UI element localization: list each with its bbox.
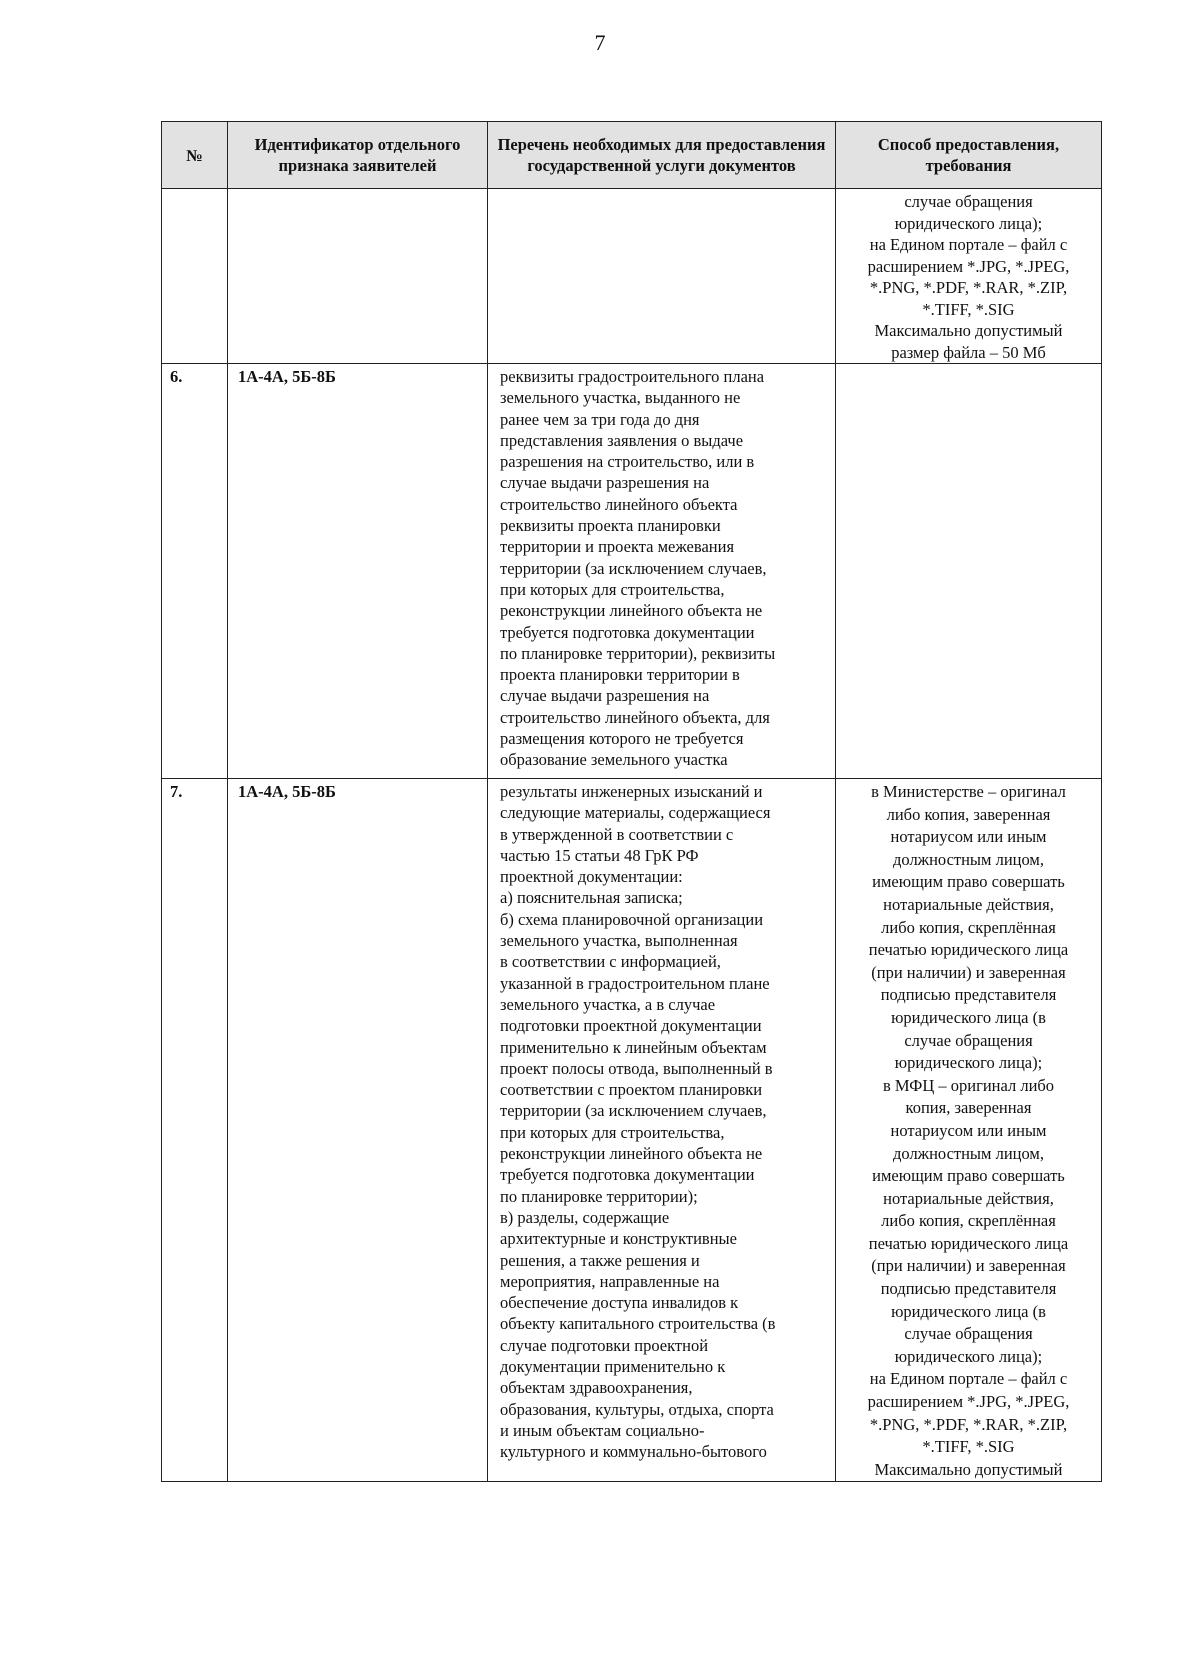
text-line: указанной в градостроительном плане xyxy=(500,973,770,993)
documents-lines xyxy=(500,781,825,1463)
text-line: ранее чем за три года до дня xyxy=(500,409,700,429)
text-line: в соответствии с информацией, xyxy=(500,952,721,972)
text-line: в МФЦ – оригинал либо xyxy=(882,1075,1055,1095)
text-line: либо копия, заверенная xyxy=(886,804,1051,824)
table-row-6 xyxy=(162,364,1102,779)
text-line: при которых для строительства, xyxy=(500,579,725,599)
applicant-identifier: 1А-4А, 5Б-8Б xyxy=(228,364,488,779)
header-identifier: Идентификатор отдельного признака заявителей xyxy=(228,122,488,189)
applicant-identifier: 1А-4А, 5Б-8Б xyxy=(228,779,488,1482)
text-line: случае выдачи разрешения на xyxy=(500,473,710,493)
text-line: культурного и коммунально-бытового xyxy=(500,1442,767,1462)
text-line: в) разделы, содержащие xyxy=(500,1207,670,1227)
text-line: случае обращения xyxy=(904,192,1033,211)
text-line: требуется подготовка документации xyxy=(500,1165,755,1185)
cell-documents xyxy=(488,779,836,1482)
text-line: юридического лица (в xyxy=(891,1301,1046,1321)
text-line: нотариусом или иным xyxy=(890,827,1047,847)
text-line: строительство линейного объекта, для xyxy=(500,707,770,727)
text-line: образование земельного участка xyxy=(500,750,728,770)
text-line: юридического лица); xyxy=(894,1053,1043,1073)
text-line: *.PNG, *.PDF, *.RAR, *.ZIP, xyxy=(869,1414,1068,1434)
text-line: юридического лица); xyxy=(894,213,1043,233)
header-documents: Перечень необходимых для предоставления государственной услуги документов xyxy=(488,122,836,189)
text-line: обеспечение доступа инвалидов к xyxy=(500,1293,739,1313)
text-line: случае обращения xyxy=(904,1324,1033,1344)
text-line: должностным лицом, xyxy=(893,849,1044,869)
text-line: размещения которого не требуется xyxy=(500,729,744,749)
text-line: юридического лица (в xyxy=(891,1007,1046,1027)
text-line: расширением *.JPG, *.JPEG, xyxy=(867,1392,1070,1412)
text-line: подписью представителя xyxy=(880,1279,1057,1299)
documents-lines xyxy=(500,366,825,771)
text-line: архитектурные и конструктивные xyxy=(500,1229,737,1249)
text-line: должностным лицом, xyxy=(893,1143,1044,1163)
cell-requirements xyxy=(836,779,1102,1482)
text-line: копия, заверенная xyxy=(905,1098,1032,1118)
text-line: имеющим право совершать xyxy=(872,1166,1065,1186)
documents-table xyxy=(161,121,1102,1482)
text-line: расширением *.JPG, *.JPEG, xyxy=(867,256,1070,276)
text-line: реквизиты проекта планировки xyxy=(500,516,721,536)
text-line: *.PNG, *.PDF, *.RAR, *.ZIP, xyxy=(869,278,1068,297)
cell-documents xyxy=(488,189,836,364)
text-line: реквизиты градостроительного плана xyxy=(500,367,765,386)
text-line: разрешения на строительство, или в xyxy=(500,452,755,472)
text-line: соответствии с проектом планировки xyxy=(500,1080,763,1100)
text-line: представления заявления о выдаче xyxy=(500,430,744,450)
text-line: случае подготовки проектной xyxy=(500,1335,709,1355)
text-line: юридического лица); xyxy=(894,1346,1043,1366)
text-line: строительство линейного объекта xyxy=(500,494,738,514)
text-line: частью 15 статьи 48 ГрК РФ xyxy=(500,845,699,865)
text-line: случае выдачи разрешения на xyxy=(500,686,710,706)
text-line: результаты инженерных изысканий и xyxy=(500,782,763,801)
cell-number xyxy=(162,189,228,364)
header-number: № xyxy=(162,122,228,189)
text-line: на Едином портале – файл с xyxy=(869,1369,1068,1389)
text-line: в Министерстве – оригинал xyxy=(871,782,1066,801)
text-line: в утвержденной в соответствии с xyxy=(500,824,734,844)
text-line: Максимально допустимый xyxy=(874,321,1063,340)
table-row-7 xyxy=(162,779,1102,1482)
text-line: *.TIFF, *.SIG xyxy=(922,1437,1015,1457)
text-line: проекта планировки территории в xyxy=(500,665,740,685)
text-line: *.TIFF, *.SIG xyxy=(922,299,1015,319)
text-line: реконструкции линейного объекта не xyxy=(500,601,763,621)
text-line: образования, культуры, отдыха, спорта xyxy=(500,1399,774,1419)
text-line: земельного участка, выполненная xyxy=(500,931,738,951)
text-line: объекту капитального строительства (в xyxy=(500,1314,776,1334)
cell-documents xyxy=(488,364,836,779)
text-line: территории (за исключением случаев, xyxy=(500,558,767,578)
cell-requirements xyxy=(836,364,1102,779)
text-line: б) схема планировочной организации xyxy=(500,909,764,929)
requirements-lines xyxy=(840,781,1097,1481)
text-line: требуется подготовка документации xyxy=(500,622,755,642)
text-line: применительно к линейным объектам xyxy=(500,1037,767,1057)
text-line: печатью юридического лица xyxy=(868,1233,1069,1253)
text-line: нотариусом или иным xyxy=(890,1120,1047,1140)
text-line: нотариальные действия, xyxy=(883,1188,1054,1208)
row-number: 6. xyxy=(162,364,228,779)
text-line: мероприятия, направленные на xyxy=(500,1271,720,1291)
text-line: имеющим право совершать xyxy=(872,872,1065,892)
text-line: либо копия, скреплённая xyxy=(881,1211,1056,1231)
text-line: земельного участка, выданного не xyxy=(500,388,741,408)
text-line: подготовки проектной документации xyxy=(500,1016,762,1036)
table-header-row xyxy=(162,122,1102,189)
row-number: 7. xyxy=(162,779,228,1482)
table-row-continuation xyxy=(162,189,1102,364)
text-line: земельного участка, а в случае xyxy=(500,994,716,1014)
text-line: реконструкции линейного объекта не xyxy=(500,1144,763,1164)
text-line: нотариальные действия, xyxy=(883,894,1054,914)
text-line: решения, а также решения и xyxy=(500,1250,700,1270)
header-requirements: Способ предоставления, требования xyxy=(836,122,1102,189)
text-line: либо копия, скреплённая xyxy=(881,917,1056,937)
text-line: объектам здравоохранения, xyxy=(500,1378,693,1398)
page-number: 7 xyxy=(594,30,606,55)
text-line: документации применительно к xyxy=(500,1357,726,1377)
text-line: на Едином портале – файл с xyxy=(869,235,1068,254)
cell-identifier xyxy=(228,189,488,364)
text-line: случае обращения xyxy=(904,1030,1033,1050)
text-line: (при наличии) и заверенная xyxy=(871,1256,1066,1276)
text-line: проект полосы отвода, выполненный в xyxy=(500,1058,773,1078)
text-line: территории (за исключением случаев, xyxy=(500,1101,767,1121)
text-line: (при наличии) и заверенная xyxy=(871,962,1066,982)
text-line: Максимально допустимый xyxy=(874,1459,1063,1479)
text-line: и иным объектам социально- xyxy=(500,1420,705,1440)
text-line: печатью юридического лица xyxy=(868,940,1069,960)
text-line: по планировке территории); xyxy=(500,1186,698,1206)
text-line: при которых для строительства, xyxy=(500,1122,725,1142)
text-line: проектной документации: xyxy=(500,867,683,887)
text-line: следующие материалы, содержащиеся xyxy=(500,803,771,823)
text-line: размер файла – 50 Мб xyxy=(891,342,1046,362)
text-line: территории и проекта межевания xyxy=(500,537,735,557)
requirements-lines xyxy=(840,191,1097,363)
text-line: подписью представителя xyxy=(880,985,1057,1005)
cell-requirements xyxy=(836,189,1102,364)
text-line: по планировке территории), реквизиты xyxy=(500,643,776,663)
text-line: а) пояснительная записка; xyxy=(500,888,683,908)
